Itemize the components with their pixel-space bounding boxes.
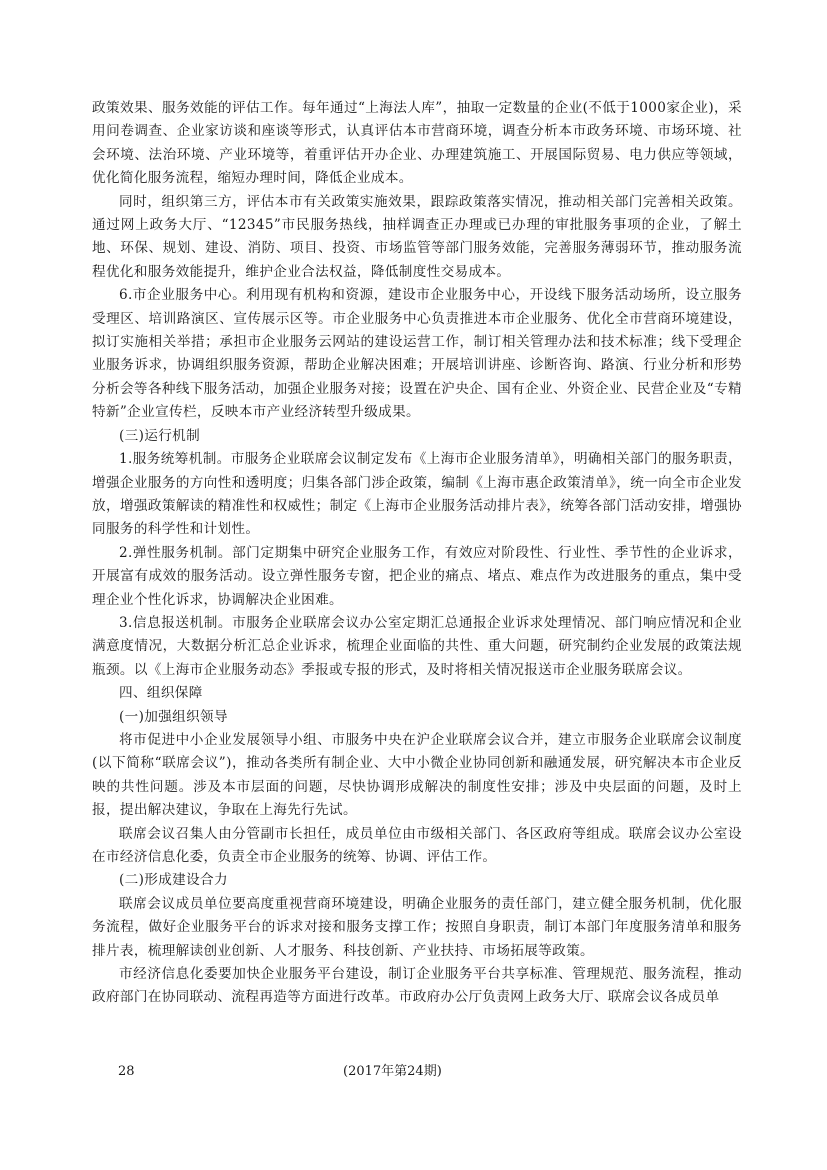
page-number: 28 <box>118 1064 135 1079</box>
paragraph: 1.服务统筹机制。市服务企业联席会议制定发布《上海市企业服务清单》，明确相关部门的服务职责，增强企业服务的方向性和透明度；归集各部门涉企政策，编制《上海市惠企政策清单》，统一向全市企业发放，增强政策解读的精准性和权威性；制定《上海市企业服务活动排片表》，统筹各部门活动安排，增强协同服务的科学性和计划性。 <box>92 451 742 538</box>
paragraph: 3.信息报送机制。市服务企业联席会议办公室定期汇总通报企业诉求处理情况、部门响应情况和企业满意度情况，大数据分析汇总企业诉求，梳理企业面临的共性、重大问题，研究制约企业发展的政策法规瓶颈。以《上海市企业服务动态》季报或专报的形式，及时将相关情况报送市企业服务联席会议。 <box>92 614 742 678</box>
paragraph: 联席会议召集人由分管副市长担任，成员单位由市级相关部门、各区政府等组成。联席会议办公室设在市经济信息化委，负责全市企业服务的统筹、协调、评估工作。 <box>92 825 742 865</box>
paragraph: 联席会议成员单位要高度重视营商环境建设，明确企业服务的责任部门，建立健全服务机制，优化服务流程，做好企业服务平台的诉求对接和服务支撑工作；按照自身职责，制订本部门年度服务清单和服务排片表，梳理解读创业创新、人才服务、科技创新、产业扶持、市场拓展等政策。 <box>92 895 742 959</box>
paragraph: 6.市企业服务中心。利用现有机构和资源，建设市企业服务中心，开设线下服务活动场所，设立服务受理区、培训路演区、宣传展示区等。市企业服务中心负责推进本市企业服务、优化全市营商环境建设，拟订实施相关举措；承担市企业服务云网站的建设运营工作，制订相关管理办法和技术标准；线下受理企业服务诉求，协调组织服务资源，帮助企业解决困难；开展培训讲座、诊断咨询、路演、行业分析和形势分析会等各种线下服务活动，加强企业服务对接；设置在沪央企、国有企业、外资企业、民营企业及“专精特新”企业宣传栏，反映本市产业经济转型升级成果。 <box>92 287 742 421</box>
paragraph: 政策效果、服务效能的评估工作。每年通过“上海法人库”，抽取一定数量的企业(不低于1000家企业)，采用问卷调查、企业家访谈和座谈等形式，认真评估本市营商环境，调查分析本市政务环境、市场环境、社会环境、法治环境、产业环境等，着重评估开办企业、办理建筑施工、开展国际贸易、电力供应等领域，优化简化服务流程，缩短办理时间，降低企业成本。 <box>92 100 742 187</box>
paragraph: 将市促进中小企业发展领导小组、市服务中央在沪企业联席会议合并，建立市服务企业联席会议制度(以下简称“联席会议”)，推动各类所有制企业、大中小微企业协同创新和融通发展，研究解决本市企业反映的共性问题。涉及本市层面的问题，尽快协调形成解决的制度性安排；涉及中央层面的问题，及时上报，提出解决建议，争取在上海先行先试。 <box>92 731 742 819</box>
section-heading: (二)形成建设合力 <box>119 872 228 889</box>
section-heading: (一)加强组织领导 <box>119 708 228 725</box>
issue-label: (2017年第24期) <box>343 1064 442 1079</box>
paragraph: 市经济信息化委要加快企业服务平台建设，制订企业服务平台共享标准、管理规范、服务流程，推动政府部门在协同联动、流程再造等方面进行改革。市政府办公厅负责网上政务大厅、联席会议各成员单 <box>92 966 742 1006</box>
section-heading: (三)运行机制 <box>119 427 201 444</box>
document-body <box>92 97 742 1010</box>
paragraph: 2.弹性服务机制。部门定期集中研究企业服务工作，有效应对阶段性、行业性、季节性的企业诉求，开展富有成效的服务活动。设立弹性服务专窗，把企业的痛点、堵点、难点作为改进服务的重点，集中受理企业个性化诉求，协调解决企业困难。 <box>92 544 742 608</box>
section-heading: 四、组织保障 <box>119 685 203 702</box>
paragraph: 同时，组织第三方，评估本市有关政策实施效果，跟踪政策落实情况，推动相关部门完善相关政策。通过网上政务大厅、“12345”市民服务热线，抽样调查正办理或已办理的审批服务事项的企业，了解土地、环保、规划、建设、消防、项目、投资、市场监管等部门服务效能，完善服务薄弱环节，推动服务流程优化和服务效能提升，维护企业合法权益，降低制度性交易成本。 <box>92 193 742 280</box>
